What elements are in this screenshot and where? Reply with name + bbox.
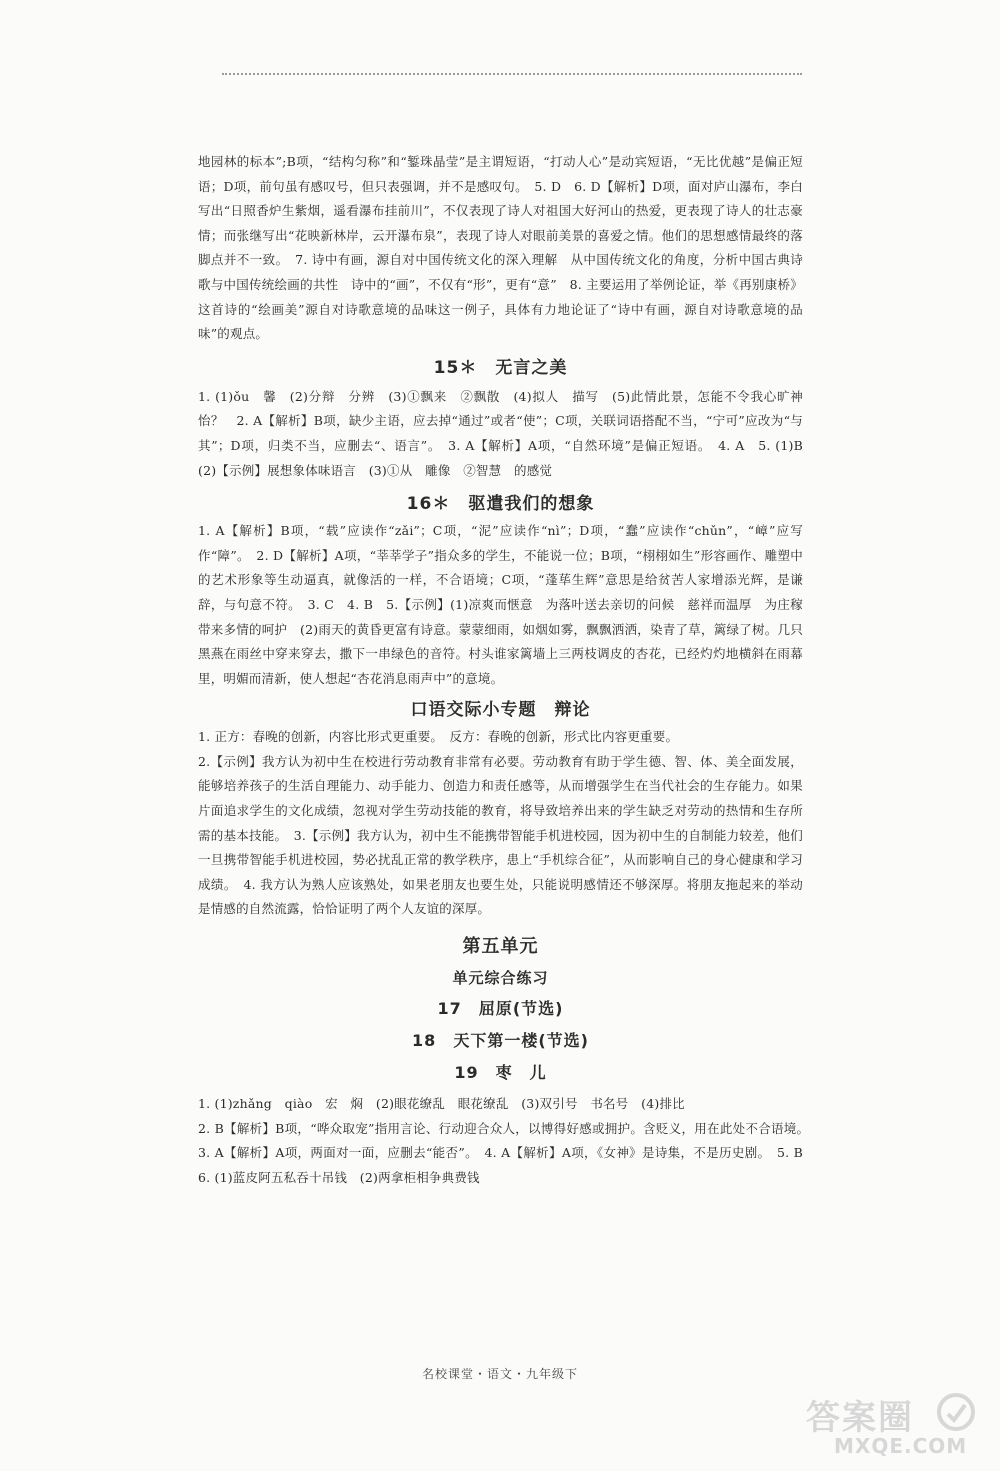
watermark bbox=[796, 1390, 976, 1460]
section-heading-15: 15＊ 无言之美 bbox=[433, 357, 568, 378]
section-heading-17: 17 屈原(节选) bbox=[437, 999, 564, 1019]
header-rule bbox=[222, 73, 802, 75]
page-footer: 名校课堂・语文・九年级下 bbox=[421, 1367, 578, 1381]
section-heading-oral-debate: 口语交际小专题 辩论 bbox=[410, 700, 591, 721]
page-content bbox=[198, 150, 816, 1190]
unit-heading: 第五单元 bbox=[462, 936, 539, 958]
oral-answer-2: 2.【示例】我方认为初中生在校进行劳动教育非常有必要。劳动教育有助于学生德、智、体、美全面发展，能够培养孩子的生活自理能力、动手能力、创造力和责任感等，从而增强学生在当代社会的生存能力。如果片面追求学生的文化成绩，忽视对学生劳动技能的教育，将导致培养出来的学生缺乏对劳动的热情和生存所需的基本技能。 3.【示例】我方认为，初中生不能携带智能手机进校园，因为初中生的自制能力较差，他们一旦携带智能手机进校园，势必扰乱正常的教学秩序，患上“手机综合征”，从而影响自己的身心健康和学习成绩。 4. 我方认为熟人应该熟处，如果老朋友也要生处，只能说明感情还不够深厚。将朋友拖起来的举动是情感的自然流露，恰恰证明了两个人友谊的深厚。 bbox=[198, 753, 803, 917]
section-heading-18: 18 天下第一楼(节选) bbox=[412, 1031, 589, 1051]
section-19-answer-1: 1. (1)zhǎng qiào 宏 焖 (2)眼花缭乱 眼花缭乱 (3)双引号 书名号 (4)排比 bbox=[198, 1096, 685, 1112]
unit-practice-heading: 单元综合练习 bbox=[452, 969, 549, 988]
section-heading-16: 16＊ 驱遣我们的想象 bbox=[406, 494, 595, 515]
intro-paragraph: 地园林的标本”;B项，“结构匀称”和“錾珠晶莹”是主谓短语，“打动人心”是动宾短语，“无比优越”是偏正短语；D项，前句虽有感叹号，但只表强调，并不是感叹句。 5. D 6. D【解析】D项，面对庐山瀑布，李白写出“日照香炉生紫烟，遥看瀑布挂前川”，不仅表现了诗人对祖国大好河山的热爱，更表现了诗人的壮志豪情；而张继写出“花映新林岸，云开瀑布泉”，表现了诗人对眼前美景的喜爱之情。他们的思想感情最终的落脚点并不一致。 7. 诗中有画，源自对中国传统文化的深入理解 从中国传统文化的角度，分析中国古典诗歌与中国传统绘画的共性 诗中的“画”，不仅有“形”，更有“意” 8. 主要运用了举例论证，举《再别康桥》这首诗的“绘画美”源自对诗歌意境的品味这一例子，具体有力地论证了“诗中有画，源自对诗歌意境的品味”的观点。 bbox=[198, 154, 803, 342]
section-19-answer-2: 2. B【解析】B项，“哗众取宠”指用言论、行动迎合众人，以博得好感或拥护。含贬义，用在此处不合语境。 3. A【解析】A项，两面对一面，应删去“能否”。 4. A【解析】A项，《女神》是诗集，不是历史剧。 5. B 6. (1)蓝皮阿五私吞十吊钱 (2)两拿柜相争典费钱 bbox=[198, 1120, 816, 1185]
oral-answer-1: 1. 正方：春晚的创新，内容比形式更重要。 反方：春晚的创新，形式比内容更重要。 bbox=[198, 729, 679, 745]
watermark-url: MXQE.COM bbox=[834, 1434, 968, 1458]
watermark-text: 答案圈 bbox=[806, 1398, 914, 1438]
section-heading-19: 19 枣 儿 bbox=[454, 1063, 547, 1083]
section-15-answers: 1. (1)ǒu 馨 (2)分辩 分辨 (3)①飘来 ②飘散 (4)拟人 描写 (5)此情此景，怎能不令我心旷神怡？ 2. A【解析】B项，缺少主语，应去掉“通过”或者“使”；C项，关联词语搭配不当，“宁可”应改为“与其”；D项，归类不当，应删去“、语言”。 3. A【解析】A项，“自然环境”是偏正短语。 4. A 5. (1)B (2)【示例】展想象体味语言 (3)①从 雕像 ②智慧 的感觉 bbox=[198, 388, 816, 478]
section-16-answers: 1. A【解析】B项，“载”应读作“zǎi”；C项，“泥”应读作“nì”；D项，“蠢”应读作“chǔn”，“嶂”应写作“障”。 2. D【解析】A项，“莘莘学子”指众多的学生，不能说一位；B项，“栩栩如生”形容画作、雕塑中的艺术形象等生动逼真，就像活的一样，不合语境；C项，“蓬荜生辉”意思是给贫苦人家增添光辉，是谦辞，与句意不符。 3. C 4. B 5.【示例】(1)凉爽而惬意 为落叶送去亲切的问候 慈祥而温厚 为庄稼带来多情的呵护 (2)雨天的黄昏更富有诗意。蒙蒙细雨，如烟如雾，飘飘洒洒，染青了草，篱绿了树。几只黑燕在雨丝中穿来穿去，撒下一串绿色的音符。村头谁家篱墙上三两枝调皮的杏花，已经灼灼地横斜在雨幕里，明媚而清新，使人想起“杏花消息雨声中”的意境。 bbox=[198, 523, 803, 686]
watermark-logo-icon bbox=[936, 1392, 976, 1432]
